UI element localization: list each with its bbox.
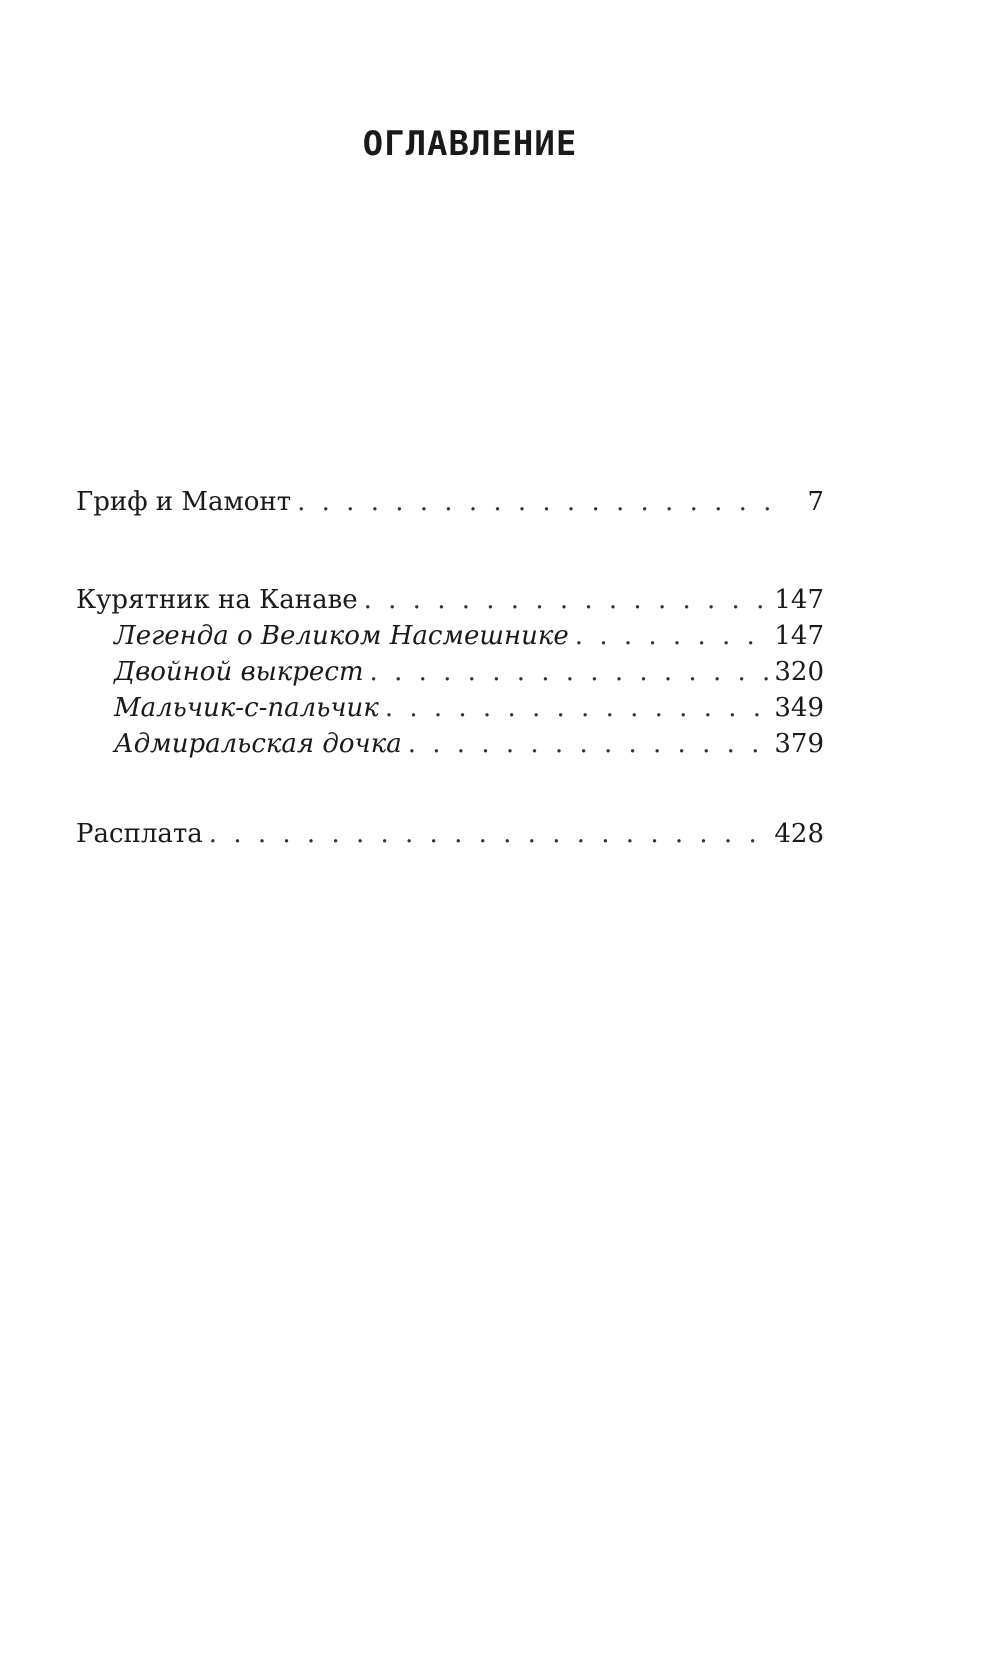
dot-leader [385, 690, 769, 726]
toc-entry-label: Расплата [76, 819, 203, 849]
toc-subentry [76, 654, 824, 690]
toc-subentry [76, 690, 824, 726]
toc-entry-label: Курятник на Канаве [76, 585, 358, 615]
dot-leader [408, 726, 769, 762]
toc-subentry-label: Мальчик-с-пальчик [114, 693, 379, 723]
dot-leader [364, 582, 769, 618]
toc-subentry [76, 726, 824, 762]
toc-entry-part1 [76, 484, 824, 520]
dot-leader [209, 816, 769, 852]
toc-entry-page: 147 [774, 585, 824, 615]
dot-leader [575, 618, 769, 654]
toc-entry-label: Гриф и Мамонт [76, 487, 292, 517]
toc-subentry-page: 147 [774, 621, 824, 651]
dot-leader [370, 654, 769, 690]
toc-subentry-label: Двойной выкрест [114, 657, 364, 687]
toc-entry-part3 [76, 816, 824, 852]
toc-subentry-page: 320 [774, 657, 824, 687]
dot-leader [297, 484, 770, 520]
toc-entry-page: 428 [774, 819, 824, 849]
page-title: ОГЛАВЛЕНИЕ [362, 124, 578, 164]
toc-subentry-page: 379 [774, 729, 824, 759]
toc-subentry [76, 618, 824, 654]
toc-group-part3 [76, 816, 824, 852]
toc-subentry-label: Адмиральская дочка [114, 729, 402, 759]
toc-group-part2 [76, 582, 824, 762]
toc-entry-part2 [76, 582, 824, 618]
toc-group-part1 [76, 484, 824, 520]
toc-subentry-label: Легенда о Великом Насмешнике [114, 621, 569, 651]
toc-entry-page: 7 [807, 487, 824, 517]
toc-subentry-page: 349 [774, 693, 824, 723]
